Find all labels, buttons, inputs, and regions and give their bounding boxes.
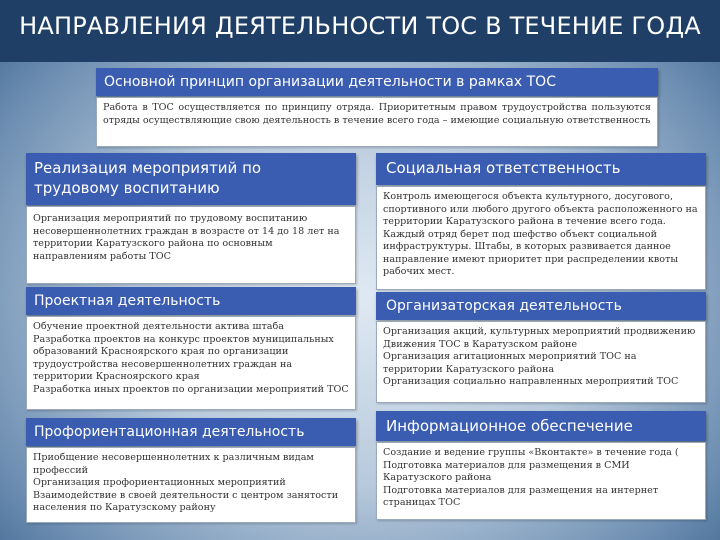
info-line-2: Подготовка материалов для размещения в СМИ Каратузского района xyxy=(383,459,630,483)
project-line-1: Обучение проектной деятельности актива штаба xyxy=(33,321,284,332)
career-line-1: Приобщение несовершеннолетних к различным видам профессий xyxy=(33,452,314,476)
organizational-heading: Организаторская деятельность xyxy=(376,292,706,320)
project-heading: Проектная деятельность xyxy=(26,287,356,315)
info-line-3: Подготовка материалов для размещения на интернет страницах ТОС xyxy=(383,484,659,508)
info-text xyxy=(376,442,706,520)
info-heading: Информационное обеспечение xyxy=(376,411,706,441)
info-line-1: Создание и ведение группы «Вконтакте» в течение года ( xyxy=(383,447,679,458)
project-line-2: Разработка проектов на конкурс проектов муниципальных образований Красноярского края по организации трудоустройства несовершеннолетних граждан на территории Красноярского края xyxy=(33,333,334,382)
project-line-3: Разработка иных проектов по организации мероприятий ТОС xyxy=(33,383,349,395)
labor-text: Организация мероприятий по трудовому воспитанию несовершеннолетних граждан в возрасте от 14 до 18 лет на территории Каратузского района по основным направлениям работы ТОС xyxy=(26,206,356,284)
organizational-line-1: Организация акций, культурных мероприятий продвижению Движения ТОС в Каратузском районе xyxy=(383,326,696,350)
principle-text: Работа в ТОС осуществляется по принципу отряда. Приоритетным правом трудоустройства пользуются отряды осуществляющие свою деятельность в течение всего года – имеющие социальную ответственность xyxy=(96,97,658,147)
social-text: Контроль имеющегося объекта культурного, досугового, спортивного или любого другого объекта расположенного на территории Каратузского района в течение всего года. Каждый отряд берет под шефство объект социальной инфраструктуры. Штабы, в которых развивается данное направление имеют приоритет при распределении квоты рабочих мест. xyxy=(376,186,706,290)
organizational-line-2: Организация агитационных мероприятий ТОС на территории Каратузского района xyxy=(383,351,637,375)
labor-heading: Реализация мероприятий по трудовому воспитанию xyxy=(26,153,356,205)
career-line-2: Организация профориентационных мероприятий xyxy=(33,477,286,488)
project-text xyxy=(26,316,356,410)
principle-heading: Основной принцип организации деятельности в рамках ТОС xyxy=(96,68,658,96)
organizational-line-3: Организация социально направленных мероприятий ТОС xyxy=(383,376,679,387)
career-text xyxy=(26,447,356,523)
organizational-text xyxy=(376,321,706,403)
career-line-3: Взаимодействие в своей деятельности с центром занятости населения по Каратузскому району xyxy=(33,489,339,513)
career-heading: Профориентационная деятельность xyxy=(26,418,356,446)
social-heading: Социальная ответственность xyxy=(376,153,706,185)
page-title: НАПРАВЛЕНИЯ ДЕЯТЕЛЬНОСТИ ТОС В ТЕЧЕНИЕ ГОДА xyxy=(19,12,701,40)
